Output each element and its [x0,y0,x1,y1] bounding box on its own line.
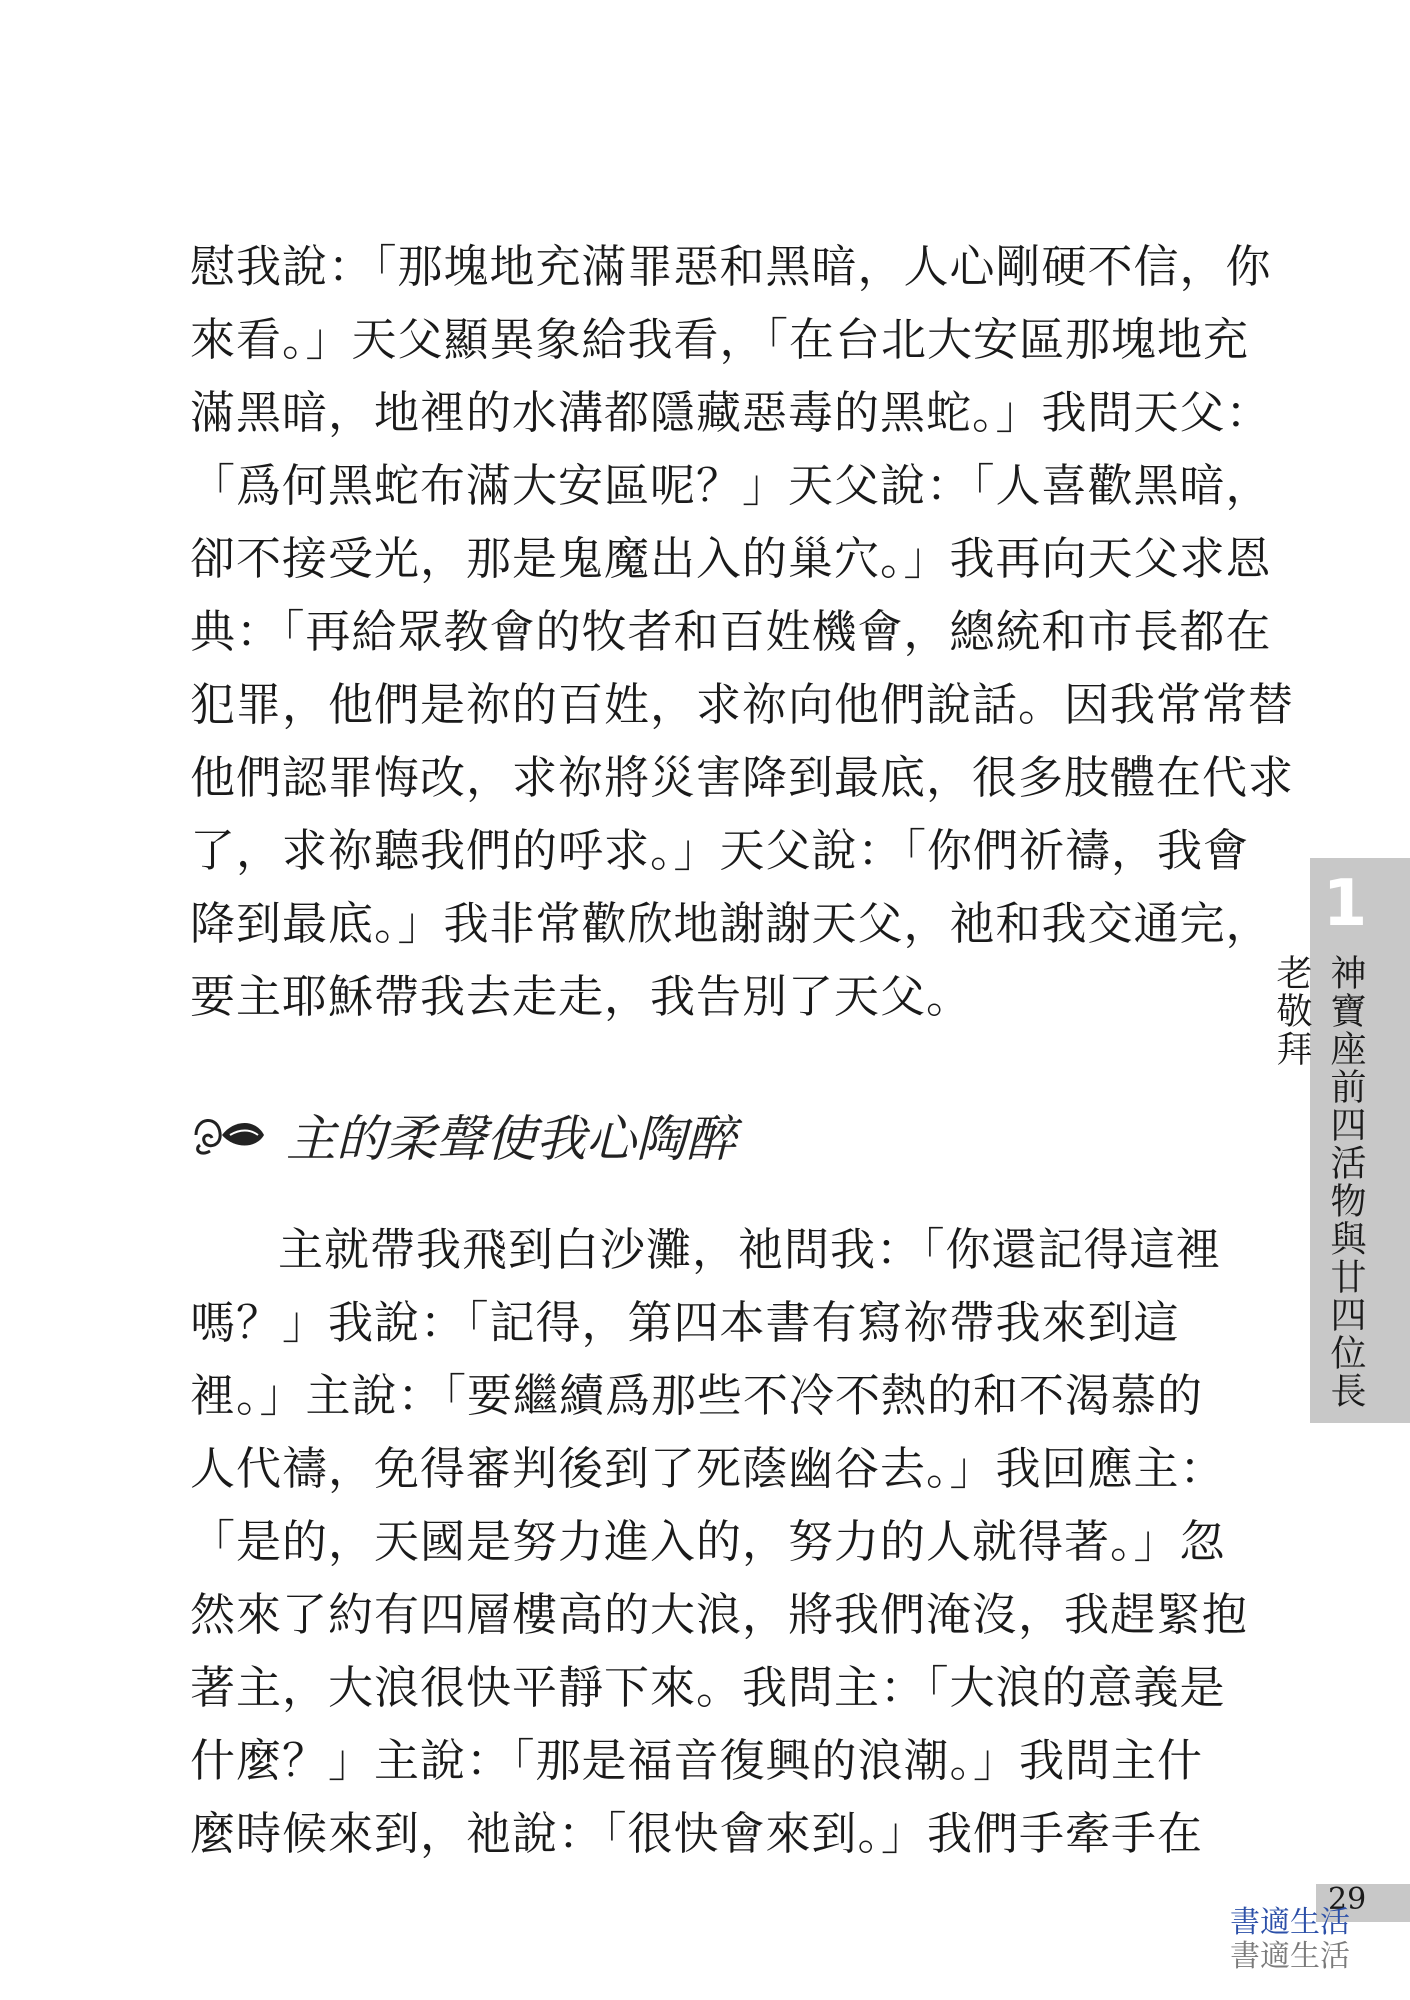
chapter-side-tab [1271,858,1410,1423]
text-line: 「爲何黑蛇布滿大安區呢？」天父說：「人喜歡黑暗， [190,459,1272,512]
chapter-number: 1 [1322,867,1368,941]
watermark-line: 書適生活 [1230,1939,1350,1974]
section-title: 主的柔聲使我心陶醉 [286,1110,736,1168]
text-line: 滿黑暗，地裡的水溝都隱藏惡毒的黑蛇。」我問天父： [190,386,1272,439]
text-line: 降到最底。」我非常歡欣地謝謝天父，祂和我交通完， [190,897,1272,950]
text-line: 然來了約有四層樓高的大浪，將我們淹沒，我趕緊抱 [190,1588,1249,1641]
text-line: 了，求祢聽我們的呼求。」天父說：「你們祈禱，我會 [190,824,1250,877]
text-line: 麼時候來到，祂說：「很快會來到。」我們手牽手在 [190,1807,1204,1860]
floral-ornament-icon [190,1105,268,1165]
text-line: 犯罪，他們是祢的百姓，求祢向他們說話。因我常常替 [190,678,1295,731]
text-line: 來看。」天父顯異象給我看，「在台北大安區那塊地充 [190,313,1250,366]
text-line: 「是的，天國是努力進入的，努力的人就得著。」忽 [190,1515,1226,1568]
text-line: 嗎？」我說：「記得，第四本書有寫祢帶我來到這 [190,1296,1180,1349]
chapter-title: 神寶座前四活物與廿四位長老敬拜 [1271,954,1366,1410]
section-heading [190,1095,736,1175]
text-line: 人代禱，免得審判後到了死蔭幽谷去。」我回應主： [190,1442,1226,1495]
page-number: 29 [1328,1882,1367,1917]
text-line: 著主，大浪很快平靜下來。我問主：「大浪的意義是 [190,1661,1226,1714]
text-line: 裡。」主說：「要繼續爲那些不冷不熱的和不渴慕的 [190,1369,1204,1422]
text-line: 卻不接受光，那是鬼魔出入的巢穴。」我再向天父求恩 [190,532,1272,585]
text-line: 慰我說：「那塊地充滿罪惡和黑暗，人心剛硬不信，你 [190,240,1272,293]
text-line: 主就帶我飛到白沙灘，祂問我：「你還記得這裡 [278,1223,1222,1276]
watermark-line: 書適生活 [1230,1905,1350,1940]
text-line: 典：「再給眾教會的牧者和百姓機會，總統和市長都在 [190,605,1272,658]
text-line: 要主耶穌帶我去走走，我告別了天父。 [190,970,973,1023]
text-line: 什麼？」主說：「那是福音復興的浪潮。」我問主什 [190,1734,1204,1787]
text-line: 他們認罪悔改，求祢將災害降到最底，很多肢體在代求 [190,751,1295,804]
